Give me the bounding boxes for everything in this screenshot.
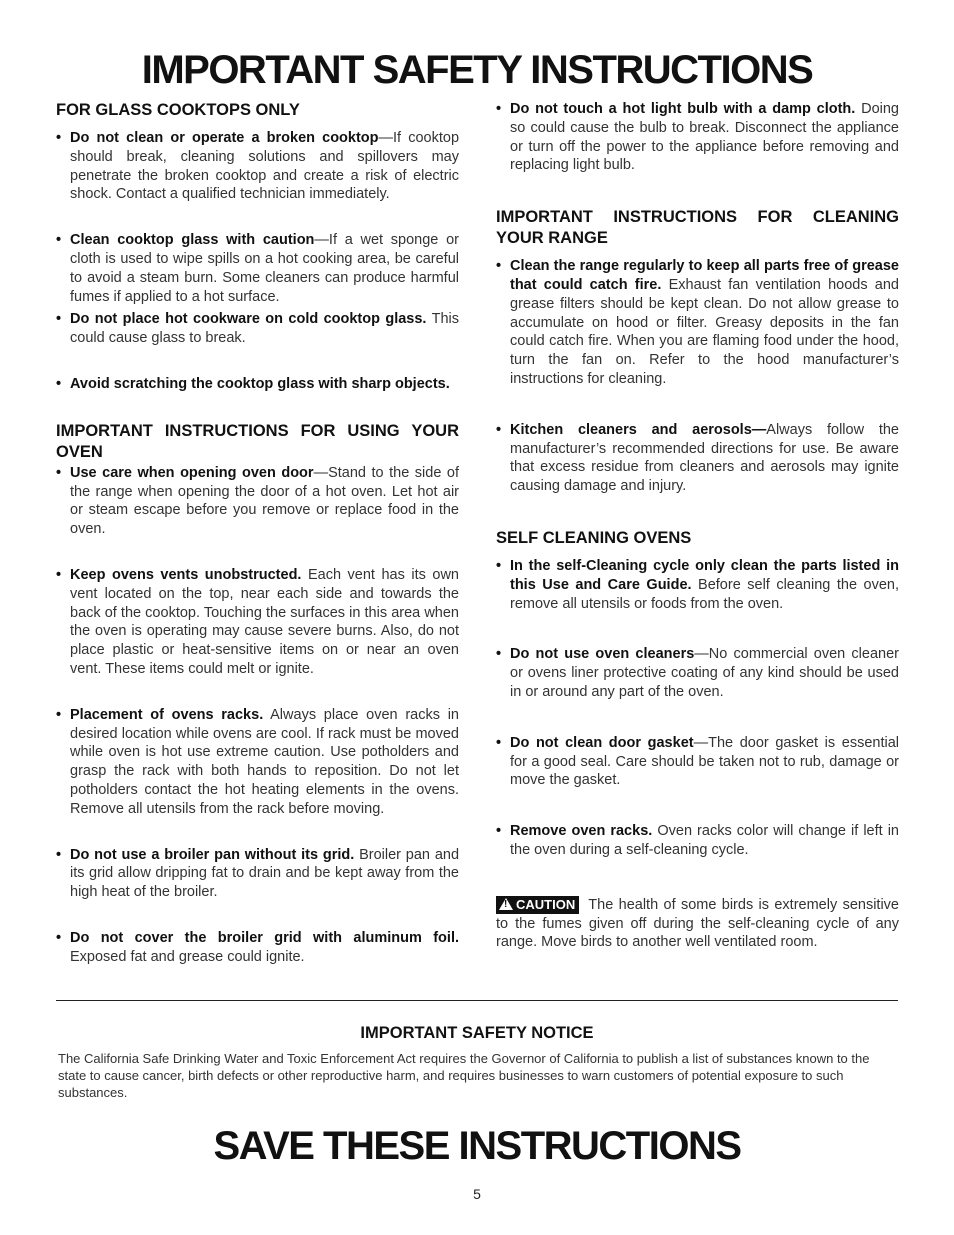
right-column (496, 98, 899, 952)
bullet-text: Oven racks color will change if left in the oven during a self-cleaning cycle. (510, 823, 900, 858)
caution-text: The health of some birds is extremely sensitive to the fumes given off during the self-cleaning cycle of any range. Move birds to another well ventilated room. (496, 896, 899, 951)
bullet-bold: Clean cooktop glass with caution (70, 232, 315, 249)
bullet-text: Always place oven racks in desired location while ovens are cool. If rack must be moved while oven is hot use extreme caution. Use potholders and grasp the rack with both hands to reposition. Do not let potholders contact the hot heating elements in the ovens. Remove all utensils from the rack before moving. (70, 706, 459, 817)
bullet-text: —No commercial oven cleaner or ovens liner protective coating of any kind should be used in or around any part of the oven. (510, 646, 899, 700)
bullet-bold: Do not clean door gasket (510, 734, 694, 751)
bullet-text: Always follow the manufacturer’s recommended directions for use. Be aware that excess residue from cleaners and aerosols may ignite causing damage and injury. (510, 421, 899, 495)
bullet-broken-cooktop (56, 129, 459, 204)
caution-paragraph (496, 896, 899, 952)
bullet-bold: In the self-Cleaning cycle only clean the parts listed in this Use and Care Guide. (510, 557, 899, 593)
bullet-text: Each vent has its own vent located on the top, near each side and towards the back of the cooktop. Touching the surfaces in this area when the oven is operating may cause severe burns. Also, do not place plastic or heat-sensitive items on or near an oven vent. These items could melt or ignite. (70, 566, 459, 677)
bullet-broiler-pan (56, 846, 459, 902)
bullet-bold: Do not touch a hot light bulb with a damp cloth. (510, 101, 856, 117)
warning-icon: ! (499, 898, 513, 910)
caution-label: CAUTION (516, 896, 576, 912)
bullet-self-clean-parts (496, 557, 899, 613)
bullet-bold: Avoid scratching the cooktop glass with sharp objects. (70, 375, 450, 392)
bullet-bold: Keep ovens vents unobstructed. (70, 566, 302, 583)
notice-body: The California Safe Drinking Water and Toxic Enforcement Act requires the Governor of California to publish a list of substances known to the state to cause cancer, birth defects or other reproductive harm, and requires businesses to warn customers of potential exposure to such substances. (58, 1051, 870, 1100)
notice-heading: IMPORTANT SAFETY NOTICE (360, 1024, 594, 1042)
bullet-clean-glass (56, 231, 459, 306)
bullet-light-bulb (496, 100, 899, 175)
bullet-bold: Use care when opening oven door (70, 464, 314, 481)
bullet-text: Broiler pan and its grid allow dripping fat to drain and be kept away from the high heat of the broiler. (70, 846, 460, 901)
bullet-text: —Stand to the side of the range when opening the door of a hot oven. Let hot air or steam escape before you remove or replace food in the oven. (70, 464, 459, 538)
bullet-oven-cleaners (496, 645, 899, 701)
section-heading-cleaning-range: IMPORTANT INSTRUCTIONS FOR CLEANING YOUR RANGE (496, 208, 899, 248)
bullet-text: —If a wet sponge or cloth is used to wipe spills on a hot cooking area, be careful to avoid a steam burn. Some cleaners can produce harmful fumes if applied to a hot surface. (70, 232, 459, 305)
bullet-oven-vents (56, 566, 459, 679)
bullet-text: This could cause glass to break. (70, 311, 459, 347)
bullet-bold: Do not place hot cookware on cold cooktop glass. (70, 311, 427, 328)
bullet-text: —If cooktop should break, cleaning solutions and spillovers may penetrate the broken cooktop and create a risk of electric shock. Contact a qualified technician immediately. (70, 130, 460, 203)
bullet-aluminum-foil (56, 929, 459, 967)
bullet-text: —The door gasket is essential for a good seal. Care should be taken not to rub, damage or move the gasket. (510, 734, 899, 789)
bullet-text: Exhaust fan ventilation hoods and grease filters should be kept clean. Do not allow grease to accumulate on hood or filter. Greasy deposits in the fan could catch fire. When you are flaming food under the hood, turn the fan on. Refer to the hood manufacturer’s instructions for cleaning. (510, 276, 899, 387)
bullet-kitchen-cleaners (496, 421, 899, 496)
bullet-remove-racks (496, 822, 899, 860)
bullet-door-gasket (496, 734, 899, 790)
bullet-bold: Do not use oven cleaners (510, 646, 695, 663)
bullet-oven-door (56, 464, 459, 539)
page-title: IMPORTANT SAFETY INSTRUCTIONS (141, 48, 813, 92)
bullet-oven-racks (56, 706, 459, 819)
bullet-bold: Do not clean or operate a broken cooktop (70, 130, 379, 146)
bullet-hot-cookware (56, 310, 459, 348)
bullet-clean-regularly (496, 257, 899, 389)
bullet-bold: Clean the range regularly to keep all parts free of grease that could catch fire. (510, 258, 899, 293)
bullet-bold: Placement of ovens racks. (70, 706, 264, 723)
bullet-bold: Do not use a broiler pan without its grid. (70, 846, 355, 863)
left-column (56, 98, 459, 967)
bullet-text: Before self cleaning the oven, remove all utensils or foods from the oven. (510, 576, 899, 612)
save-instructions-title: SAVE THESE INSTRUCTIONS (213, 1124, 741, 1168)
divider (56, 1000, 898, 1001)
bullet-avoid-scratching (56, 375, 459, 394)
page-number: 5 (473, 1186, 481, 1202)
section-heading-glass-cooktops: FOR GLASS COOKTOPS ONLY (56, 101, 300, 119)
caution-badge (496, 896, 579, 914)
section-heading-using-oven: IMPORTANT INSTRUCTIONS FOR USING YOUR OVEN (56, 421, 459, 461)
bullet-bold: Do not cover the broiler grid with aluminum foil. (70, 929, 459, 946)
bullet-text: Doing so could cause the bulb to break. Disconnect the appliance or turn off the power to the appliance before removing and replacing light bulb. (510, 101, 899, 174)
bullet-bold: Remove oven racks. (510, 823, 653, 840)
section-heading-self-cleaning: SELF CLEANING OVENS (496, 528, 692, 547)
bullet-text: Exposed fat and grease could ignite. (70, 948, 305, 965)
bullet-bold: Kitchen cleaners and aerosols— (510, 421, 767, 438)
